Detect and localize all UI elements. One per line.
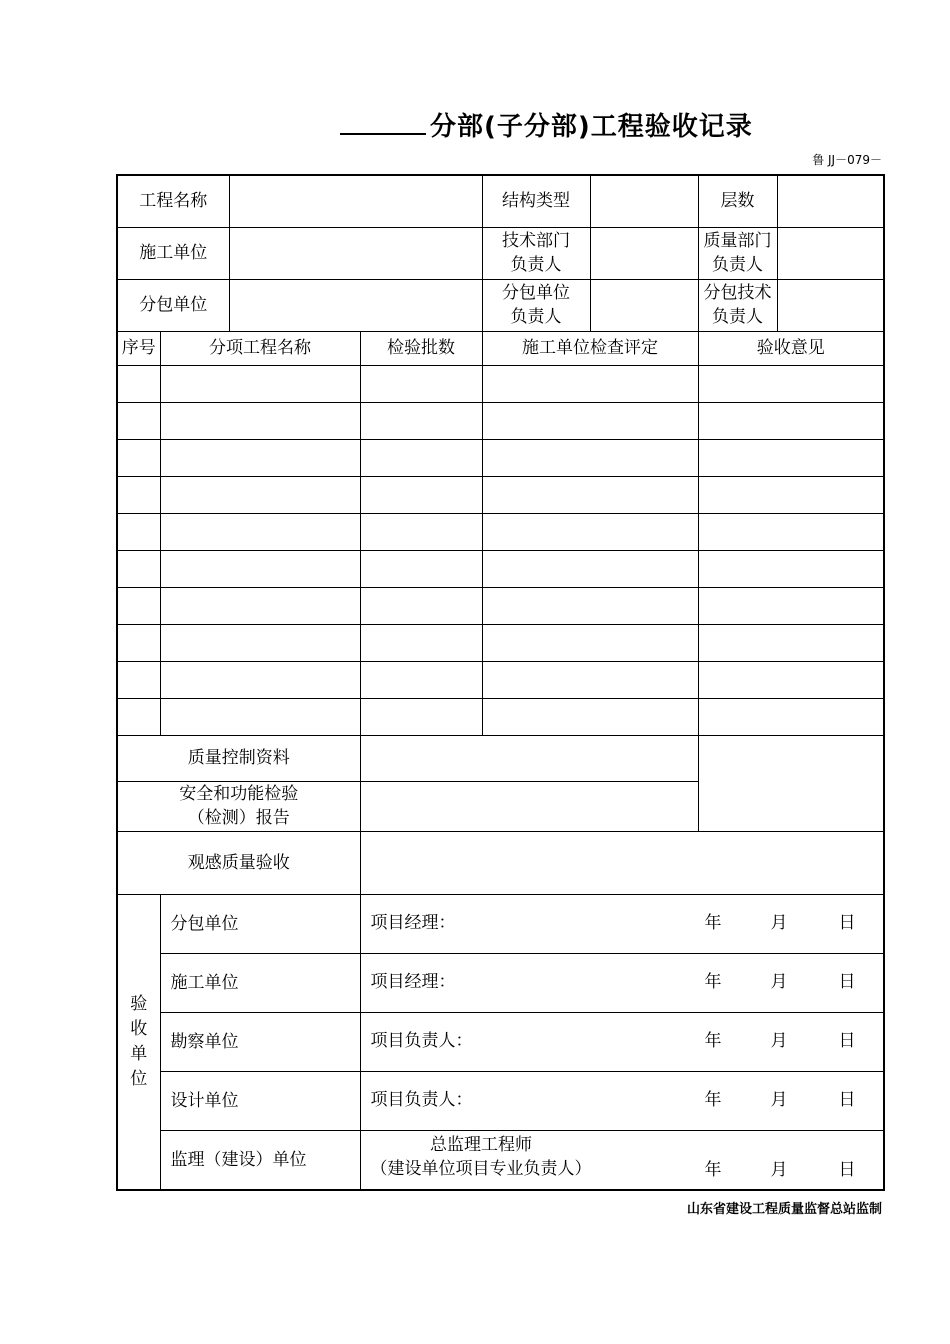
year-label: 年 [704, 912, 722, 933]
table-row [117, 513, 884, 550]
col-opinion: 验收意见 [698, 331, 884, 365]
cell-contractor-eval[interactable] [482, 476, 698, 513]
table-row [117, 402, 884, 439]
sign-supervision[interactable] [360, 1130, 884, 1190]
month-label: 月 [770, 1030, 788, 1051]
cell-opinion[interactable] [698, 476, 884, 513]
cell-opinion[interactable] [698, 661, 884, 698]
cell-batch-count[interactable] [360, 439, 482, 476]
day-label: 日 [838, 1030, 856, 1051]
unit-survey: 勘察单位 [160, 1012, 360, 1071]
cell-item-name[interactable] [160, 624, 360, 661]
cell-opinion[interactable] [698, 439, 884, 476]
form-title: 分部(子分部)工程验收记录 [340, 106, 753, 143]
field-safety-function-report[interactable] [360, 781, 698, 831]
cell-opinion[interactable] [698, 587, 884, 624]
cell-no[interactable] [117, 624, 160, 661]
col-item-name: 分项工程名称 [160, 331, 360, 365]
field-tech-dept-lead[interactable] [590, 227, 698, 279]
cell-no[interactable] [117, 513, 160, 550]
sign-role: 项目负责人： [370, 1089, 473, 1110]
table-row [117, 698, 884, 735]
field-floors[interactable] [777, 175, 884, 227]
col-no: 序号 [117, 331, 160, 365]
field-project-name[interactable] [229, 175, 482, 227]
label-floors: 层数 [698, 175, 777, 227]
cell-no[interactable] [117, 439, 160, 476]
cell-contractor-eval[interactable] [482, 550, 698, 587]
cell-contractor-eval[interactable] [482, 513, 698, 550]
label-safety-function-report: 安全和功能检验 （检测）报告 [117, 781, 360, 831]
cell-batch-count[interactable] [360, 587, 482, 624]
field-quality-docs[interactable] [360, 735, 698, 781]
day-label: 日 [838, 1159, 856, 1180]
cell-no[interactable] [117, 661, 160, 698]
cell-no[interactable] [117, 476, 160, 513]
cell-contractor-eval[interactable] [482, 587, 698, 624]
field-subcontractor[interactable] [229, 279, 482, 331]
field-contractor[interactable] [229, 227, 482, 279]
cell-opinion[interactable] [698, 624, 884, 661]
year-label: 年 [704, 971, 722, 992]
label-sub-tech-lead: 分包技术 负责人 [698, 279, 777, 331]
cell-contractor-eval[interactable] [482, 698, 698, 735]
cell-batch-count[interactable] [360, 476, 482, 513]
year-label: 年 [704, 1159, 722, 1180]
label-subcontractor: 分包单位 [117, 279, 229, 331]
year-label: 年 [704, 1089, 722, 1110]
cell-item-name[interactable] [160, 439, 360, 476]
label-quality-docs: 质量控制资料 [117, 735, 360, 781]
cell-no[interactable] [117, 698, 160, 735]
field-structure-type[interactable] [590, 175, 698, 227]
table-row [117, 365, 884, 402]
cell-opinion[interactable] [698, 698, 884, 735]
table-row [117, 439, 884, 476]
table-row [117, 624, 884, 661]
footer-issuer: 山东省建设工程质量监督总站监制 [686, 1202, 882, 1217]
table-row [117, 550, 884, 587]
unit-design: 设计单位 [160, 1071, 360, 1130]
cell-contractor-eval[interactable] [482, 402, 698, 439]
cell-batch-count[interactable] [360, 550, 482, 587]
sign-role: 项目负责人： [370, 1030, 473, 1051]
label-contractor: 施工单位 [117, 227, 229, 279]
cell-batch-count[interactable] [360, 513, 482, 550]
unit-supervision: 监理（建设）单位 [160, 1130, 360, 1190]
day-label: 日 [838, 971, 856, 992]
label-structure-type: 结构类型 [482, 175, 590, 227]
table-row [117, 587, 884, 624]
cell-contractor-eval[interactable] [482, 661, 698, 698]
label-acceptance-units: 验 收 单 位 [117, 894, 160, 1190]
field-quality-safety-opinion[interactable] [698, 735, 884, 831]
cell-item-name[interactable] [160, 513, 360, 550]
label-tech-dept-lead: 技术部门 负责人 [482, 227, 590, 279]
cell-item-name[interactable] [160, 550, 360, 587]
cell-opinion[interactable] [698, 402, 884, 439]
cell-batch-count[interactable] [360, 365, 482, 402]
cell-item-name[interactable] [160, 698, 360, 735]
cell-opinion[interactable] [698, 513, 884, 550]
month-label: 月 [770, 912, 788, 933]
cell-contractor-eval[interactable] [482, 439, 698, 476]
label-quality-dept-lead: 质量部门 负责人 [698, 227, 777, 279]
day-label: 日 [838, 912, 856, 933]
cell-no[interactable] [117, 402, 160, 439]
sign-role: 总监理工程师 （建设单位项目专业负责人） [370, 1134, 592, 1179]
sign-contractor[interactable] [360, 953, 884, 1012]
col-batch-count: 检验批数 [360, 331, 482, 365]
title-blank [340, 109, 426, 135]
sign-role: 项目经理： [370, 971, 456, 992]
field-quality-dept-lead[interactable] [777, 227, 884, 279]
col-contractor-eval: 施工单位检查评定 [482, 331, 698, 365]
year-label: 年 [704, 1030, 722, 1051]
cell-item-name[interactable] [160, 476, 360, 513]
label-sub-unit-lead: 分包单位 负责人 [482, 279, 590, 331]
sign-role: 项目经理： [370, 912, 456, 933]
month-label: 月 [770, 1089, 788, 1110]
field-appearance-quality[interactable] [360, 831, 884, 894]
cell-no[interactable] [117, 587, 160, 624]
field-sub-tech-lead[interactable] [777, 279, 884, 331]
cell-batch-count[interactable] [360, 624, 482, 661]
cell-contractor-eval[interactable] [482, 624, 698, 661]
cell-contractor-eval[interactable] [482, 365, 698, 402]
cell-item-name[interactable] [160, 402, 360, 439]
month-label: 月 [770, 971, 788, 992]
cell-batch-count[interactable] [360, 698, 482, 735]
cell-item-name[interactable] [160, 365, 360, 402]
month-label: 月 [770, 1159, 788, 1180]
field-sub-unit-lead[interactable] [590, 279, 698, 331]
cell-no[interactable] [117, 365, 160, 402]
cell-no[interactable] [117, 550, 160, 587]
cell-item-name[interactable] [160, 661, 360, 698]
form-code: 鲁 JJ－079－ [812, 153, 882, 167]
sign-subcontractor[interactable] [360, 894, 884, 953]
unit-subcontractor: 分包单位 [160, 894, 360, 953]
day-label: 日 [838, 1089, 856, 1110]
cell-opinion[interactable] [698, 550, 884, 587]
unit-contractor: 施工单位 [160, 953, 360, 1012]
cell-opinion[interactable] [698, 365, 884, 402]
sign-design[interactable] [360, 1071, 884, 1130]
label-project-name: 工程名称 [117, 175, 229, 227]
label-appearance-quality: 观感质量验收 [117, 831, 360, 894]
table-row [117, 476, 884, 513]
table-row [117, 661, 884, 698]
cell-item-name[interactable] [160, 587, 360, 624]
cell-batch-count[interactable] [360, 402, 482, 439]
acceptance-form-table [116, 174, 885, 1191]
cell-batch-count[interactable] [360, 661, 482, 698]
sign-survey[interactable] [360, 1012, 884, 1071]
